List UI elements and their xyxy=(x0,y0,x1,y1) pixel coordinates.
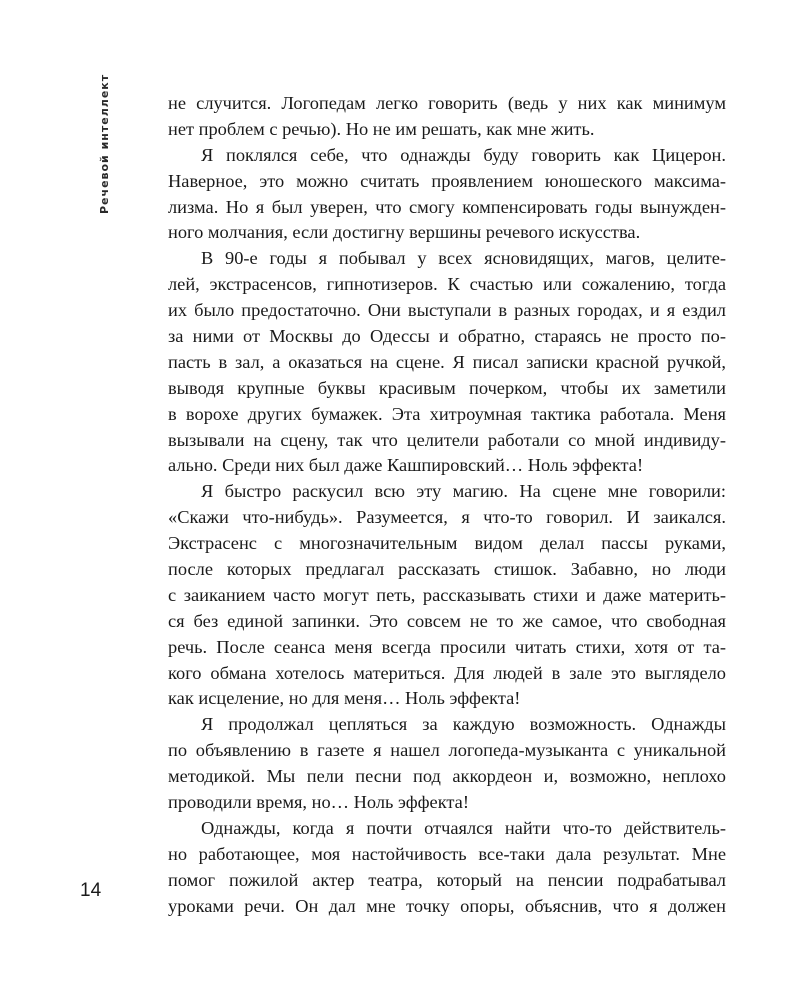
text-line: не случится. Логопедам легко говорить (ведь у них как минимум xyxy=(168,93,726,113)
text-line: с заиканием часто могут петь, рассказывать стихи и даже материть- xyxy=(168,584,726,605)
text-line: помог пожилой актер театра, который на пенсии подрабатывал xyxy=(168,869,726,890)
text-line: уроками речи. Он дал мне точку опоры, объяснив, что я должен xyxy=(168,895,726,916)
text-line: их было предостаточно. Они выступали в разных городах, и я ездил xyxy=(168,300,726,321)
text-line: Экстрасенс с многозначительным видом делал пассы руками, xyxy=(168,533,726,554)
text-line: нет проблем с речью). Но не им решать, как мне жить. xyxy=(168,118,595,139)
text-line: лизма. Но я был уверен, что смогу компенсировать годы вынужден- xyxy=(168,196,726,217)
text-line: после которых предлагал рассказать стишок. Забавно, но люди xyxy=(168,559,726,580)
text-line: ного молчания, если достигну вершины речевого искусства. xyxy=(168,222,641,243)
text-line: Однажды, когда я почти отчаялся найти что-то действитель- xyxy=(201,817,726,838)
text-line: В 90-е годы я побывал у всех ясновидящих, магов, целите- xyxy=(201,248,726,269)
text-line: Я быстро раскусил всю эту магию. На сцене мне говорили: xyxy=(201,481,726,502)
text-line: пасть в зал, а оказаться на сцене. Я писал записки красной ручкой, xyxy=(168,351,726,372)
text-line: проводили время, но… Ноль эффекта! xyxy=(168,792,469,813)
text-line: методикой. Мы пели песни под аккордеон и, возможно, неплохо xyxy=(168,766,726,787)
text-line: но работающее, моя настойчивость все-таки дала результат. Мне xyxy=(168,843,726,864)
text-line: выводя крупные буквы красивым почерком, чтобы их заметили xyxy=(168,377,726,398)
text-line: «Скажи что-нибудь». Разумеется, я что-то говорил. И заикался. xyxy=(168,507,726,528)
text-line: по объявлению в газете я нашел логопеда-музыканта с уникальной xyxy=(168,740,726,761)
text-line: Я поклялся себе, что однажды буду говорить как Цицерон. xyxy=(201,144,726,165)
text-line: вызывали на сцену, так что целители работали со мной индивиду- xyxy=(168,429,726,450)
text-line: ся без единой запинки. Это совсем не то же самое, что свободная xyxy=(168,610,726,631)
text-line: речь. После сеанса меня всегда просили читать стихи, хотя от та- xyxy=(168,636,726,657)
page-number: 14 xyxy=(80,880,102,901)
body-text xyxy=(168,91,726,920)
text-line: кого обмана хотелось материться. Для людей в зале это выглядело xyxy=(168,662,726,683)
text-line: Наверное, это можно считать проявлением юношеского максима- xyxy=(168,170,726,191)
text-line: лей, экстрасенсов, гипнотизеров. К счастью или сожалению, тогда xyxy=(168,274,726,295)
running-head: Речевой интеллект xyxy=(98,73,111,214)
text-line: за ними от Москвы до Одессы и обратно, стараясь не просто по- xyxy=(168,326,726,347)
text-line: в ворохе других бумажек. Эта хитроумная тактика работала. Меня xyxy=(168,403,726,424)
text-line: Я продолжал цепляться за каждую возможность. Однажды xyxy=(201,714,726,735)
text-line: как исцеление, но для меня… Ноль эффекта! xyxy=(168,688,521,709)
text-line: ально. Среди них был даже Кашпировский… Ноль эффекта! xyxy=(168,455,644,476)
